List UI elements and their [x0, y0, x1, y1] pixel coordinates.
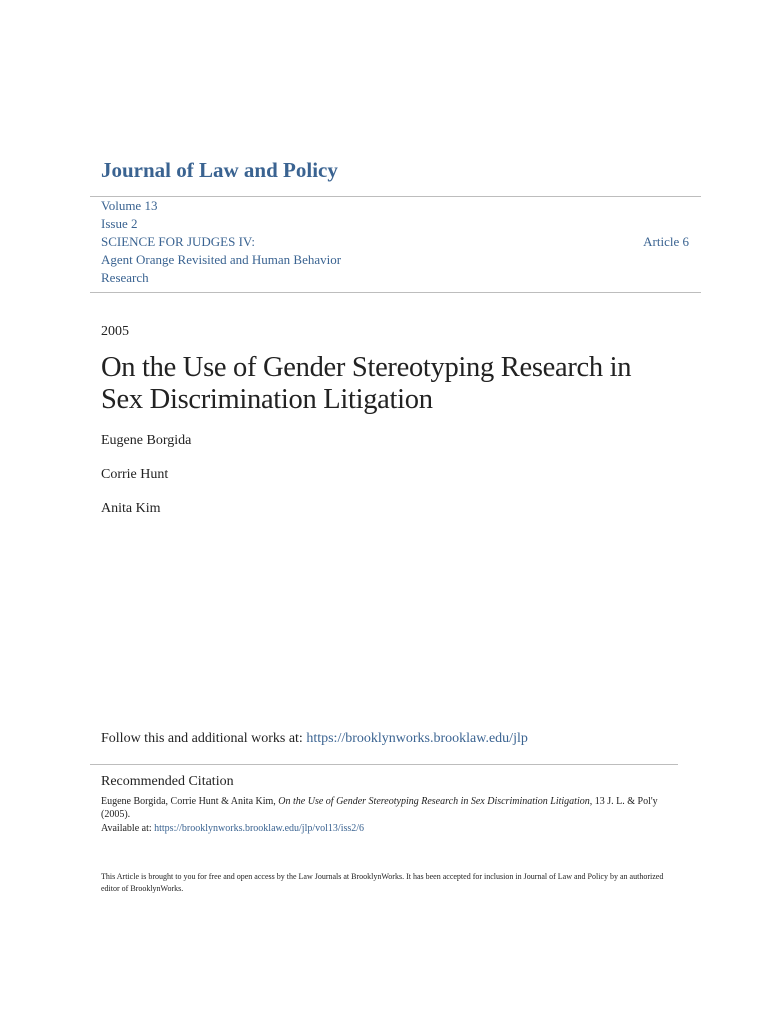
citation-rest: , 13 J. L. & Pol'y (2005). — [101, 796, 658, 820]
follow-line — [101, 731, 528, 747]
follow-url-link[interactable]: https://brooklynworks.brooklaw.edu/jlp — [306, 731, 528, 746]
volume-link[interactable]: Volume 13 — [101, 198, 158, 213]
author-name[interactable]: Corrie Hunt — [101, 467, 169, 482]
available-label: Available at: — [101, 823, 155, 834]
symposium-link-line1[interactable]: SCIENCE FOR JUDGES IV: — [101, 234, 255, 249]
author-name[interactable]: Eugene Borgida — [101, 433, 192, 448]
available-url-link[interactable]: https://brooklynworks.brooklaw.edu/jlp/vol13/iss2/6 — [154, 823, 365, 834]
symposium-link-line3[interactable]: Research — [101, 270, 149, 285]
symposium-link-line2[interactable]: Agent Orange Revisited and Human Behavior — [101, 252, 342, 267]
issue-info-block — [90, 196, 701, 293]
follow-label: Follow this and additional works at: — [101, 731, 307, 746]
paper-title: On the Use of Gender Stereotyping Research in Sex Discrimination Litigation — [101, 352, 632, 415]
author-name[interactable]: Anita Kim — [101, 501, 161, 516]
citation-authors: Eugene Borgida, Corrie Hunt & Anita Kim, — [101, 796, 279, 807]
citation-title: On the Use of Gender Stereotyping Research in Sex Discrimination Litigation — [278, 796, 590, 807]
issue-link[interactable]: Issue 2 — [101, 216, 138, 231]
citation-text — [101, 796, 671, 821]
available-at-line — [101, 823, 364, 834]
journal-title[interactable]: Journal of Law and Policy — [101, 158, 338, 182]
recommended-citation-heading: Recommended Citation — [101, 774, 234, 789]
divider — [90, 764, 678, 765]
publication-year: 2005 — [101, 324, 129, 339]
article-number-link[interactable]: Article 6 — [643, 234, 689, 249]
access-notice: This Article is brought to you for free and open access by the Law Journals at BrooklynWorks. It has been accepted for inclusion in Journal of Law and Policy by an authorized editor of BrooklynWorks. — [101, 872, 664, 893]
